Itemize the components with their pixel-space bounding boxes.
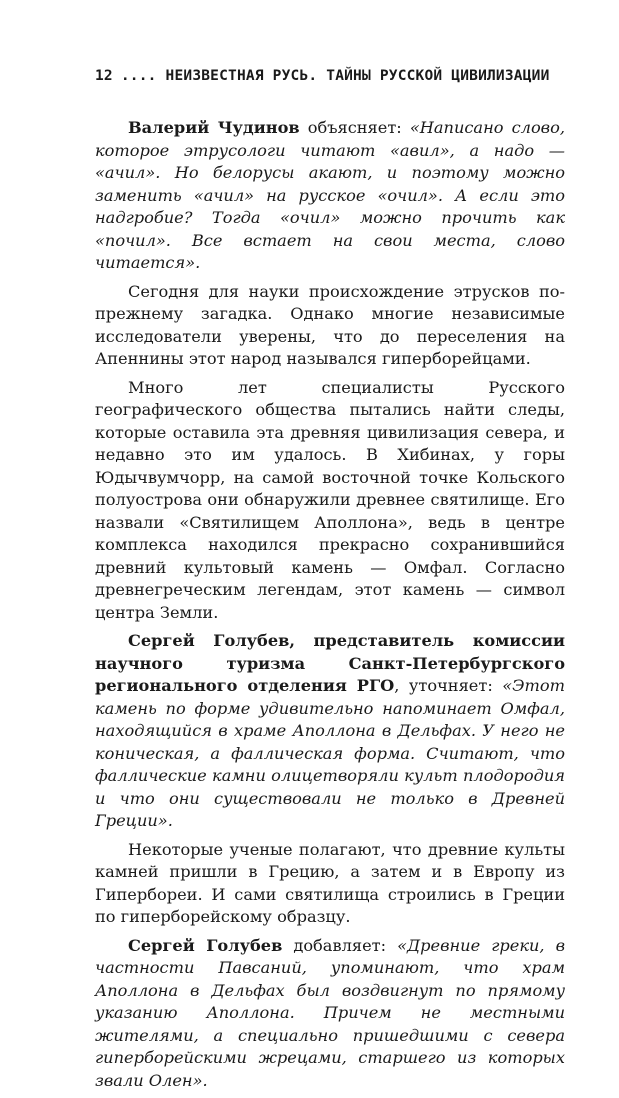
speaker-name: Сергей Голубев, представитель комиссии научного туризма Санкт-Петербургского регионального отделения РГО bbox=[95, 631, 565, 695]
quote-text: «Написано слово, которое этрусологи читают «авил», а надо — «ачил». Но белорусы акают, и поэтому можно заменить «ачил» на русское «очил». А если это надгробие? Тогда «очил» можно прочить как «почил». Все встает на свои места, слово читается». bbox=[95, 118, 565, 272]
paragraph-3: Много лет специалисты Русского географического общества пытались найти следы, которые оставила эта древняя цивилизация севера, и недавно это им удалось. В Хибинах, у горы Юдычвумчорр, на самой восточной точке Кольского полуострова они обнаружили древнее святилище. Его назвали «Святилищем Аполлона», ведь в центре комплекса находился прекрасно сохранившийся древний культовый камень — Омфал. Согласно древнегреческим легендам, этот камень — символ центра Земли. bbox=[95, 377, 565, 622]
running-title: .... НЕИЗВЕСТНАЯ РУСЬ. ТАЙНЫ РУССКОЙ ЦИВИЛИЗАЦИИ bbox=[120, 68, 550, 84]
paragraph-5: Некоторые ученые полагают, что древние культы камней пришли в Грецию, а затем и в Европу из Гипербореи. И сами святилища строились в Греции по гиперборейскому образцу. bbox=[95, 839, 565, 926]
paragraph-1 bbox=[95, 117, 565, 275]
speaker-name: Сергей Голубев bbox=[128, 935, 283, 955]
speech-verb: добавляет: bbox=[282, 935, 398, 955]
paragraph-4 bbox=[95, 630, 565, 833]
speaker-name: Валерий Чудинов bbox=[128, 118, 300, 137]
speech-verb: , уточняет: bbox=[394, 676, 503, 695]
paragraph-6 bbox=[95, 935, 565, 1093]
page-number: 12 bbox=[95, 68, 113, 84]
running-header bbox=[95, 68, 565, 84]
paragraph-2: Сегодня для науки происхождение этрусков по-прежнему загадка. Однако многие независимые исследователи уверены, что до переселения на Апеннины этот народ назывался гиперборейцами. bbox=[95, 281, 565, 368]
quote-text: «Древние греки, в частности Павсаний, упоминают, что храм Аполлона в Дельфах был воздвигнут по прямому указанию Аполлона. Причем не местными жителями, а специально пришедшими с севера гиперборейскими жрецами, старшего из которых звали Олен». bbox=[95, 935, 565, 1090]
speech-verb: объясняет: bbox=[299, 118, 410, 137]
quote-text: «Этот камень по форме удивительно напоминает Омфал, находящийся в храме Аполлона в Дельфах. У него не коническая, а фаллическая форма. Считают, что фаллические камни олицетворяли культ плодородия и что они существовали не только в Древней Греции». bbox=[95, 676, 565, 830]
page-body bbox=[95, 117, 565, 1098]
